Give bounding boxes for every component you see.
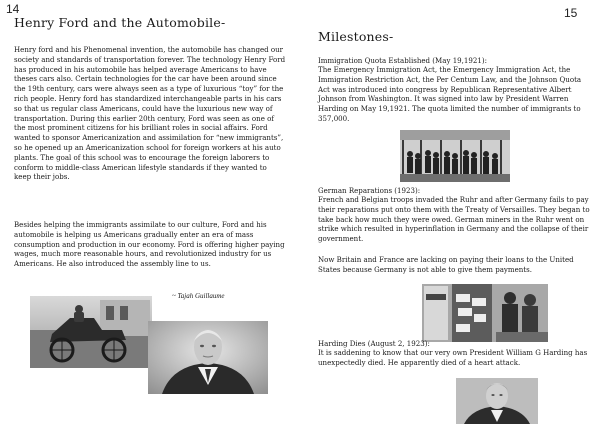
page-number-left: 14 (6, 2, 20, 16)
milestone-harding-heading: Harding Dies (August 2, 1923): (318, 339, 430, 348)
milestone-immigration-body: The Emergency Immigration Act, the Emergency Immigration Act, the Immigration Restriction Act, the Per Centum Law, and the Johnson Quota Act was introduced into congress by Republican Representative Albert Johnson from Washington. It was signed into law by President Warren Harding on May 19,1921. The quota limited the number of immigrants to 357,000. (318, 65, 582, 123)
harding-portrait-photo (456, 378, 538, 424)
page-title-right: Milestones- (318, 29, 394, 44)
milestone-loans-body: Now Britain and France are lacking on paying their loans to the United States because Germany is not able to give them payments. (318, 255, 574, 274)
author-signature: ~ Tajah Guillaume (172, 292, 225, 300)
paragraph-ford-2: Besides helping the immigrants assimilate to our culture, Ford and his automobile is helping us Americans gradually enter an era of mass consumption and production in our economy. Ford is offering higher paying wages, much more reasonable hours, and revolutionized industry for us Americans. He also introduced the assembly line to us. (14, 220, 285, 269)
paragraph-ford-1: Henry ford and his Phenomenal invention, the automobile has changed our society and standards of transportation forever. The technology Henry Ford has produced in his automobile has helped average Americans to have theses cars also. Certain technologies for the car have been around since the 19th century, cars were always seen as a type of luxurious “toy” for the rich people. Henry ford has standardized interchangeable parts in his cars so that us regular class Americans, could have the luxurious new way of transportation. During this earlier 20th century, Ford was seen as one of the most prominent citizens for his brilliant roles in social affairs. Ford wanted to sponsor Americanization and assimilation for “new immigrants”, so he opened up an Americanization school for foreign workers at his auto plants. The goal of this school was to encourage the foreign laborers to conform to middle-class American lifestyle standards if they wanted to keep their jobs. (14, 45, 286, 182)
immigrants-crowd-photo (400, 130, 510, 182)
germany-reparations-photo (422, 284, 548, 342)
page-number-right: 15 (564, 6, 578, 20)
ford-car-photo (30, 296, 152, 368)
milestone-reparations-heading: German Reparations (1923): (318, 186, 421, 195)
page-title-left: Henry Ford and the Automobile- (14, 15, 226, 30)
milestone-immigration-heading: Immigration Quota Established (May 19,1921): (318, 56, 487, 65)
henry-ford-portrait-photo (148, 321, 268, 394)
milestone-reparations-body: French and Belgian troops invaded the Ruhr and after Germany fails to pay their reparations put onto them with the Treaty of Versailles. They began to take back how much they were owed. German miners in the Ruhr went on strike which resulted in hyperinflation in Germany and the collapse of their government. (318, 195, 590, 244)
milestone-harding-body: It is saddening to know that our very own President William G Harding has unexpectedly died. He apparently died of a heart attack. (318, 348, 588, 367)
